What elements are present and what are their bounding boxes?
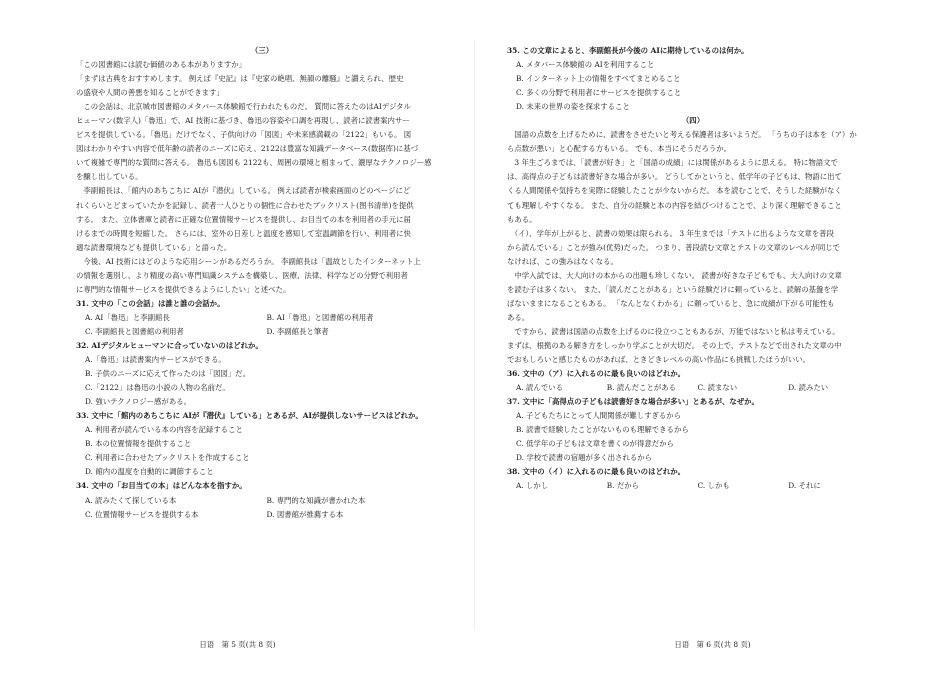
passage-line: ビスを提供している。「魯迅」だけでなく、子供向けの「図図」や未来感満載の「2122」もいる。 図 xyxy=(76,130,412,140)
passage-line: 「まずは古典をおすすめします。 例えば『史記』は『史家の絶唱、無韻の離騒』と讃えられ、歴史 xyxy=(76,74,404,84)
question-33: 33. 文中に「館内のあちこちに AIが『潜伏』している」とあるが、AIが提供しないサービスはどれか。 xyxy=(76,411,423,421)
option-33a[interactable]: A. 利用者が読んでいる本の内容を記録すること xyxy=(85,425,243,435)
passage-line: の情報を選別し、より精度の高い専門知識システムを構築し、医療、法律、科学などの分野で利用者 xyxy=(76,270,408,280)
passage-line: もある。 xyxy=(507,214,537,224)
option-32b[interactable]: B. 子供のニーズに応えて作ったのは「図図」だ。 xyxy=(85,369,250,379)
passage-line: ばないままになることもある。 「なんとなくわかる」に頼っていると、急に成績が下がる可能性も xyxy=(507,298,835,308)
passage-line: ら点数が悪い」と心配する方もいる。 でも、本当にそうだろうか。 xyxy=(507,144,732,154)
option-34d[interactable]: D. 図書館が推薦する本 xyxy=(266,509,344,519)
page-footer: 日语 第 6 页(共 8 页) xyxy=(674,640,751,649)
passage-line: （イ）、学年が上がると、読書の効果は限られる。 3 年生までは「テストに出るような文章を普段 xyxy=(507,228,834,238)
section-title-3: （三） xyxy=(250,46,274,55)
passage-line: から読んでいる」ことが強み(优势)だった。 つまり、普段読む文章とテストの文章のレベルが同じで xyxy=(507,242,841,252)
passage-line: 中学入試では、大人向けの本からの出題も珍しくない。 読書が好きな子どもでも、大人向けの文章 xyxy=(507,270,842,280)
question-32: 32. AIデジタルヒューマンに合っていないのはどれか。 xyxy=(76,340,263,350)
option-38d[interactable]: D. それに xyxy=(788,481,821,491)
passage-line: に専門的な情報サービスを提供できるようにしたい」と述べた。 xyxy=(76,284,291,294)
passage-line: の盛衰や人間の善悪を知ることができます」 xyxy=(76,88,224,98)
option-36d[interactable]: D. 読みたい xyxy=(788,383,829,393)
option-37b[interactable]: B. 読書で経験したことがないものも理解できるから xyxy=(516,425,689,435)
passage-line: を醸し出している。 xyxy=(76,172,143,182)
option-35b[interactable]: B. インターネット上の情報をすべてまとめること xyxy=(516,74,681,84)
option-32c[interactable]: C.「2122」は魯迅の小説の人物の名前だ。 xyxy=(85,383,230,393)
question-34-options-cd xyxy=(76,508,448,522)
option-32a[interactable]: A.「魯迅」は読書案内サービスができる。 xyxy=(85,355,226,365)
passage-line: 今後、AI 技術にはどのような応用シーンがあるだろうか。 李副館長は「温故としたインターネット上 xyxy=(76,256,421,266)
passage-line: この会話は、北京城市図書館のメタバース体験館で行われたものだ。 質問に答えたのはAIデジタル xyxy=(76,102,411,112)
option-37d[interactable]: D. 学校で読書の宿題が多く出されるから xyxy=(516,453,653,463)
passage-line: ある。 xyxy=(507,312,530,322)
right-column xyxy=(507,44,879,494)
question-38: 38. 文中の（イ）に入れるのに最も良いのはどれか。 xyxy=(507,467,686,477)
passage-line: 適な読書環境なども提供している」と語った。 xyxy=(76,242,232,252)
question-36-options xyxy=(507,381,879,395)
question-34: 34. 文中の「お目当ての本」はどんな本を指すか。 xyxy=(76,481,247,491)
passage-line: まずは、根拠のある解き方をしっかり学ぶことが大切だ。 その上で、テストなどで出された文章の中 xyxy=(507,340,842,350)
option-38a[interactable]: A. しかし xyxy=(516,481,549,491)
question-31: 31. 文中の「この会話」は誰と誰の会話か。 xyxy=(76,298,225,308)
question-35: 35. この文章によると、李副館長が今後の AIに期待しているのは何か。 xyxy=(507,46,749,55)
option-33c[interactable]: C. 利用者に合わせたブックリストを作成すること xyxy=(85,453,250,463)
option-31d[interactable]: D. 李副館長と筆者 xyxy=(266,326,329,336)
option-38c[interactable]: C. しかも xyxy=(697,481,730,491)
option-37c[interactable]: C. 低学年の子どもは文章を書くのが得意だから xyxy=(516,439,674,449)
section-title-4: （四） xyxy=(681,116,705,126)
option-32d[interactable]: D. 強いテクノロジー感がある。 xyxy=(85,397,191,407)
question-37: 37. 文中に「高得点の子どもは読書好きな場合が多い」とあるが、なぜか。 xyxy=(507,397,759,407)
passage-line: ても理解しやすくなる。 また、自分の経験と本の内容を結びつけることで、より深く理解できること xyxy=(507,200,842,210)
passage-line: けるまでの時間を短縮した。 さらには、室外の日差しと温度を感知して室温調節を行い、利用者に快 xyxy=(76,228,411,238)
question-31-options-cd xyxy=(76,325,448,339)
option-36c[interactable]: C. 読まない xyxy=(697,383,738,393)
option-35c[interactable]: C. 多くの分野で利用者にサービスを提供すること xyxy=(516,88,682,98)
passage-line: する。 また、立体書庫と読者に正確な位置情報サービスを提供し、お目当ての本を利用者の手元に届 xyxy=(76,214,411,224)
passage-line: 国語の点数を上げるために、読書をさせたいと考える保護者は多いようだ。 「うちの子は本を（ア）か xyxy=(507,130,857,140)
page-6 xyxy=(475,0,950,688)
option-36b[interactable]: B. 読んだことがある xyxy=(606,383,677,393)
option-31b[interactable]: B. AI「魯迅」と図書館の利用者 xyxy=(266,312,374,322)
option-35d[interactable]: D. 未来の世界の姿を探求すること xyxy=(516,102,630,112)
page-footer: 日语 第 5 页(共 8 页) xyxy=(199,640,276,649)
passage-line: でおもしろいと感じたものがあれば、ときどきレベルの高い作品にも挑戦したほうがいい。 xyxy=(507,355,811,365)
passage-line: くる人間関係や気持ちを実際に経験したことが少ないからだ。 本を読むことで、そうした経験がなく xyxy=(507,186,842,196)
passage-line: ですから、読書は国語の点数を上げるのに役立つこともあるが、万能ではないと私は考えている。 xyxy=(507,326,840,336)
passage-line: は、高得点の子どもは読書好きな場合が多い。 どうしてかというと、低学年の子どもは、物語に出て xyxy=(507,172,842,182)
passage-line: ヒューマン(数字人)「魯迅」で、AI 技術に基づき、魯迅の容姿や口調を再現し、読者に読書案内サー xyxy=(76,116,410,126)
option-37a[interactable]: A. 子どもたちにとって人間関係が難しすぎるから xyxy=(516,411,682,421)
option-33b[interactable]: B. 本の位置情報を提供すること xyxy=(85,439,192,449)
option-34a[interactable]: A. 読みたくて探している本 xyxy=(85,495,177,505)
passage-line: 3 年生ごろまでは、「読書が好き」と「国語の成績」には関係があるように思える。 特に物語文で xyxy=(507,158,838,168)
passage-line: なければ、この強みはなくなる。 xyxy=(507,256,618,266)
question-36: 36. 文中の（ア）に入れるのに最も良いのはどれか。 xyxy=(507,369,686,379)
option-31a[interactable]: A. AI「魯迅」と李副館長 xyxy=(85,312,170,322)
question-34-options-ab xyxy=(76,494,448,508)
passage-line: を読む子は多くない。 また、「読んだことがある」という経験だけに頼っていると、読解の基盤を学 xyxy=(507,284,839,294)
option-31c[interactable]: C. 李副館長と図書館の利用者 xyxy=(85,326,184,336)
option-36a[interactable]: A. 読んでいる xyxy=(516,383,563,393)
option-38b[interactable]: B. だから xyxy=(606,481,640,491)
passage-line: 図はわかりやすい内容で低年齢の読者のニーズに応え、2122は豊富な知識データベース(数据库)に基づ xyxy=(76,144,419,154)
question-38-options xyxy=(507,479,879,493)
question-31-options-ab xyxy=(76,311,448,325)
passage-line: 「この図書館には読む価値のある本がありますか」 xyxy=(76,60,246,70)
option-33d[interactable]: D. 館内の温度を自動的に調節すること xyxy=(85,467,214,477)
passage-line: いて複雑で専門的な質問に答える。 魯迅も図図も 2122も、周囲の環境と相まって、濃厚なテクノロジー感 xyxy=(76,158,432,168)
option-34c[interactable]: C. 位置情報サービスを提供する本 xyxy=(85,509,199,519)
left-column xyxy=(76,44,448,522)
option-34b[interactable]: B. 専門的な知識が書かれた本 xyxy=(266,495,366,505)
passage-line: れくらいとどまっていたかを記録し、読者一人ひとりの個性に合わせたブックリスト(图书清单)を提供 xyxy=(76,200,414,210)
passage-line: 李副館長は、「館内のあちこちに AIが『潜伏』している。 例えば読者が検索画面のどのページにど xyxy=(76,186,411,196)
option-35a[interactable]: A. メタバース体験館の AIを利用すること xyxy=(516,60,655,70)
